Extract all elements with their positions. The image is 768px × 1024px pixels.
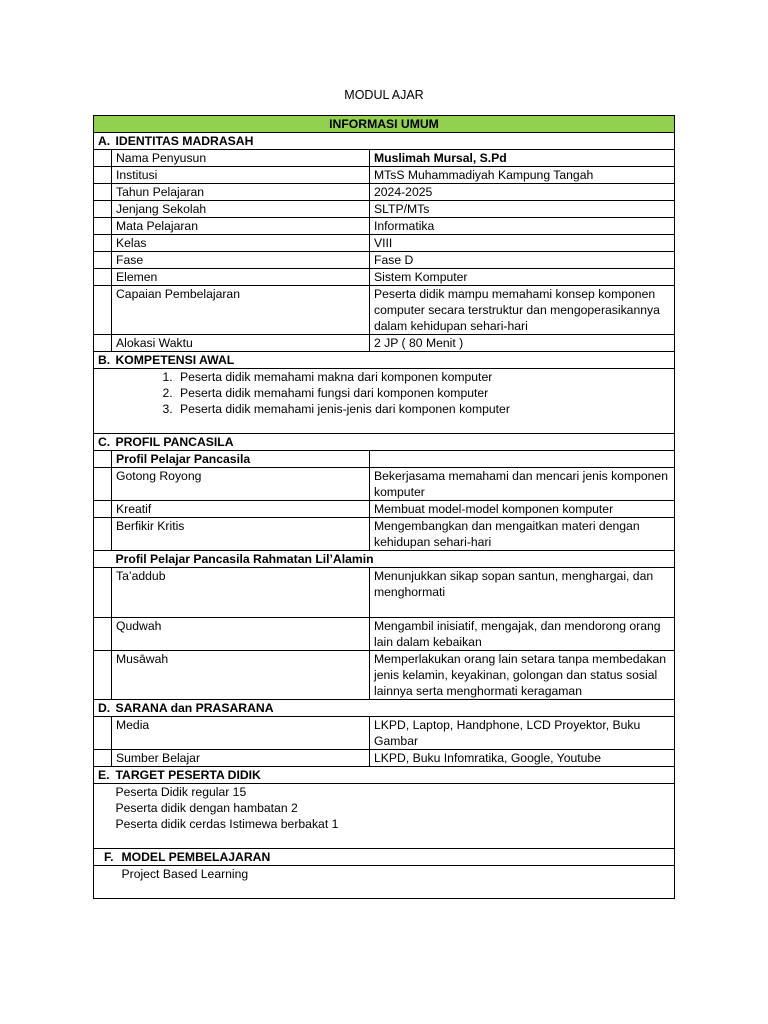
table-row: [94, 167, 675, 184]
list-item: Peserta didik cerdas Istimewa berbakat 1: [115, 817, 339, 831]
table-row: [94, 150, 675, 167]
section-e-content-row: [94, 784, 675, 849]
row-label: Nama Penyusun: [112, 150, 370, 167]
target-peserta-content: [112, 784, 675, 849]
row-label: Capaian Pembelajaran: [112, 286, 370, 335]
table-row: [94, 501, 675, 518]
table-header-row: [94, 116, 675, 133]
list-item: 3. Peserta didik memahami jenis-jenis dari komponen komputer: [176, 401, 674, 417]
table-row: [94, 451, 675, 468]
table-row: [94, 568, 675, 618]
kompetensi-awal-list: [94, 369, 674, 417]
table-row: [94, 201, 675, 218]
section-e-heading-row: [94, 767, 675, 784]
section-b-letter: B.: [94, 352, 112, 369]
row-label: Kelas: [112, 235, 370, 252]
section-f-heading-row: [94, 849, 675, 866]
table-row: [94, 218, 675, 235]
section-a-heading: IDENTITAS MADRASAH: [112, 133, 675, 150]
section-c-heading: PROFIL PANCASILA: [112, 434, 675, 451]
table-header: INFORMASI UMUM: [94, 116, 675, 133]
row-value: Mengembangkan dan mengaitkan materi dengan kehidupan sehari-hari: [370, 518, 675, 551]
row-label: Institusi: [112, 167, 370, 184]
list-item: Peserta Didik regular 15: [115, 785, 247, 799]
section-d-heading-row: [94, 700, 675, 717]
row-label: Qudwah: [112, 618, 370, 651]
subsection-heading: Profil Pelajar Pancasila Rahmatan Lil’Alamin: [112, 551, 675, 568]
section-a-heading-row: [94, 133, 675, 150]
row-value: Membuat model-model komponen komputer: [370, 501, 675, 518]
row-label: Sumber Belajar: [112, 750, 370, 767]
row-label: Kreatif: [112, 501, 370, 518]
table-row: [94, 750, 675, 767]
table-row: [94, 651, 675, 700]
table-row: [94, 468, 675, 501]
section-f-letter: F.: [94, 849, 112, 866]
list-item: 2. Peserta didik memahami fungsi dari komponen komputer: [176, 385, 674, 401]
table-row: [94, 286, 675, 335]
row-value: Fase D: [370, 252, 675, 269]
row-value: LKPD, Buku Infomratika, Google, Youtube: [370, 750, 675, 767]
subsection-heading: Profil Pelajar Pancasila: [112, 451, 370, 468]
model-pembelajaran-content: Project Based Learning: [112, 866, 675, 899]
table-row: [94, 335, 675, 352]
section-f-heading: MODEL PEMBELAJARAN: [112, 849, 675, 866]
row-label: Media: [112, 717, 370, 750]
table-row: [94, 269, 675, 286]
section-d-heading: SARANA dan PRASARANA: [112, 700, 675, 717]
list-item: 1. Peserta didik memahami makna dari komponen komputer: [176, 369, 674, 385]
section-f-content-row: [94, 866, 675, 899]
row-label: Jenjang Sekolah: [112, 201, 370, 218]
row-value: Peserta didik mampu memahami konsep komponen computer secara terstruktur dan mengoperasikannya dalam kehidupan sehari-hari: [370, 286, 675, 335]
row-value: SLTP/MTs: [370, 201, 675, 218]
row-value: Muslimah Mursal, S.Pd: [370, 150, 675, 167]
table-row: [94, 717, 675, 750]
row-value: Sistem Komputer: [370, 269, 675, 286]
row-label: Tahun Pelajaran: [112, 184, 370, 201]
row-label: Fase: [112, 252, 370, 269]
row-label: Alokasi Waktu: [112, 335, 370, 352]
row-value: Menunjukkan sikap sopan santun, menghargai, dan menghormati: [370, 568, 675, 618]
section-c-letter: C.: [94, 434, 112, 451]
row-value: Bekerjasama memahami dan mencari jenis komponen komputer: [370, 468, 675, 501]
section-e-letter: E.: [94, 767, 112, 784]
section-a-letter: A.: [94, 133, 112, 150]
row-label: Elemen: [112, 269, 370, 286]
informasi-umum-table: [93, 115, 675, 899]
row-value: LKPD, Laptop, Handphone, LCD Proyektor, Buku Gambar: [370, 717, 675, 750]
section-b-content-row: [94, 369, 675, 434]
row-label: Gotong Royong: [112, 468, 370, 501]
row-label: Mata Pelajaran: [112, 218, 370, 235]
row-value: VIII: [370, 235, 675, 252]
section-e-heading: TARGET PESERTA DIDIK: [112, 767, 675, 784]
table-row: [94, 235, 675, 252]
row-value: 2 JP ( 80 Menit ): [370, 335, 675, 352]
kompetensi-awal-content: [94, 369, 675, 434]
table-row: [94, 618, 675, 651]
table-row: [94, 184, 675, 201]
table-row: [94, 252, 675, 269]
table-row: [94, 518, 675, 551]
row-label: Musāwah: [112, 651, 370, 700]
row-value: MTsS Muhammadiyah Kampung Tangah: [370, 167, 675, 184]
row-label: Ta’addub: [112, 568, 370, 618]
list-item: Peserta didik dengan hambatan 2: [115, 801, 298, 815]
section-b-heading-row: [94, 352, 675, 369]
row-value: Mengambil inisiatif, mengajak, dan mendorong orang lain dalam kebaikan: [370, 618, 675, 651]
row-label: Berfikir Kritis: [112, 518, 370, 551]
section-c-heading-row: [94, 434, 675, 451]
row-value: Informatika: [370, 218, 675, 235]
section-b-heading: KOMPETENSI AWAL: [112, 352, 675, 369]
row-value: 2024-2025: [370, 184, 675, 201]
table-row: [94, 551, 675, 568]
section-d-letter: D.: [94, 700, 112, 717]
document-title: MODUL AJAR: [344, 88, 424, 102]
row-value: Memperlakukan orang lain setara tanpa membedakan jenis kelamin, keyakinan, golongan dan status sosial lainnya serta menghormati keragaman: [370, 651, 675, 700]
